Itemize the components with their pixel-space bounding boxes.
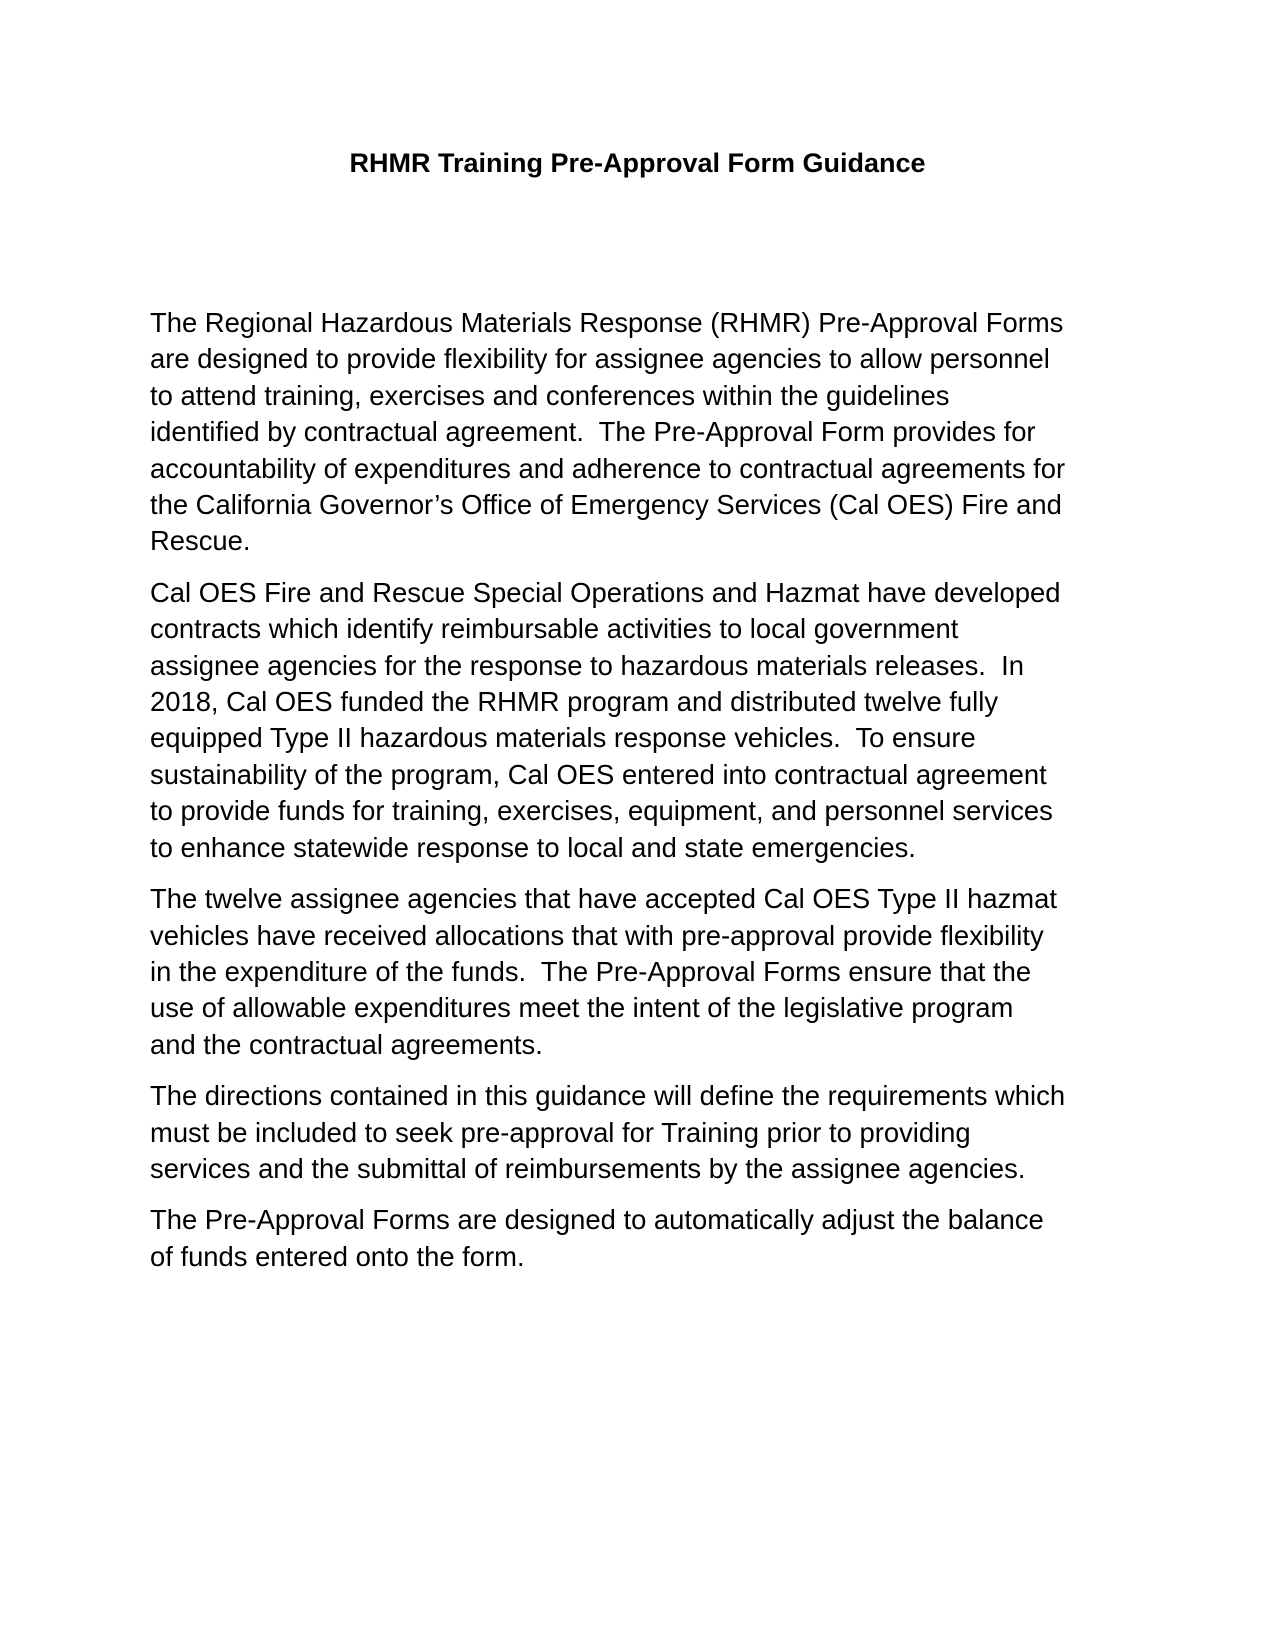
- text-line: to enhance statewide response to local and state emergencies.: [150, 831, 916, 863]
- text-line: services and the submittal of reimbursements by the assignee agencies.: [150, 1152, 1026, 1184]
- text-line: The twelve assignee agencies that have accepted Cal OES Type II hazmat: [150, 883, 1057, 915]
- text-line: 2018, Cal OES funded the RHMR program and distributed twelve fully: [150, 686, 999, 718]
- text-line: are designed to provide flexibility for assignee agencies to allow personnel: [150, 343, 1050, 375]
- text-line: of funds entered onto the form.: [150, 1240, 525, 1272]
- paragraph-3: [150, 881, 1150, 1063]
- paragraph-1: [150, 305, 1150, 560]
- text-line: equipped Type II hazardous materials response vehicles. To ensure: [150, 722, 976, 754]
- text-line: sustainability of the program, Cal OES entered into contractual agreement: [150, 758, 1047, 790]
- text-line: identified by contractual agreement. The Pre-Approval Form provides for: [150, 416, 1036, 448]
- text-line: accountability of expenditures and adherence to contractual agreements for: [150, 452, 1066, 484]
- text-line: vehicles have received allocations that with pre-approval provide flexibility: [150, 919, 1044, 951]
- text-line: to attend training, exercises and conferences within the guidelines: [150, 379, 950, 411]
- text-line: Rescue.: [150, 525, 251, 557]
- text-line: Cal OES Fire and Rescue Special Operations and Hazmat have developed: [150, 576, 1061, 608]
- paragraph-4: [150, 1078, 1150, 1187]
- page-title: RHMR Training Pre-Approval Form Guidance: [349, 148, 926, 178]
- text-line: to provide funds for training, exercises, equipment, and personnel services: [150, 795, 1053, 827]
- text-line: use of allowable expenditures meet the intent of the legislative program: [150, 992, 1014, 1024]
- text-line: The directions contained in this guidance will define the requirements which: [150, 1080, 1066, 1112]
- text-line: contracts which identify reimbursable activities to local government: [150, 613, 959, 645]
- text-line: must be included to seek pre-approval for Training prior to providing: [150, 1116, 971, 1148]
- text-line: assignee agencies for the response to hazardous materials releases. In: [150, 649, 1024, 681]
- text-line: and the contractual agreements.: [150, 1028, 543, 1060]
- paragraph-2: [150, 575, 1150, 866]
- text-line: the California Governor’s Office of Emergency Services (Cal OES) Fire and: [150, 489, 1062, 521]
- text-line: The Pre-Approval Forms are designed to automatically adjust the balance: [150, 1204, 1044, 1236]
- paragraph-5: [150, 1202, 1150, 1275]
- document-body: [150, 305, 1150, 1290]
- text-line: in the expenditure of the funds. The Pre-Approval Forms ensure that the: [150, 955, 1032, 987]
- text-line: The Regional Hazardous Materials Response (RHMR) Pre-Approval Forms: [150, 307, 1064, 338]
